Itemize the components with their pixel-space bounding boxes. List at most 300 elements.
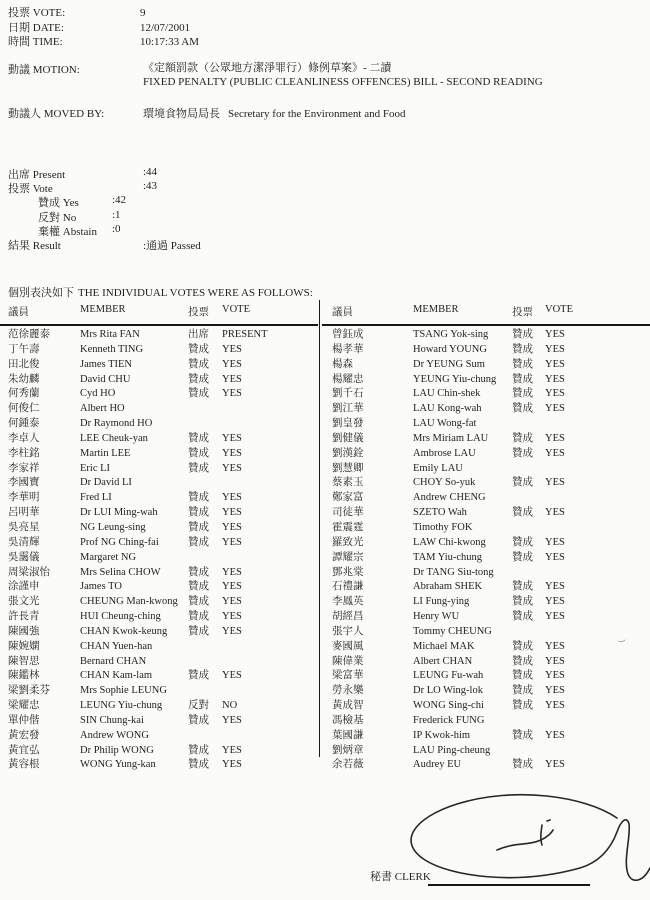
motion-text — [143, 62, 543, 89]
member-name-en: Dr LUI Ming-wah — [80, 507, 158, 519]
member-name-en: Bernard CHAN — [80, 655, 147, 667]
vote-zh: 贊成 — [188, 388, 209, 400]
present-label: 出席 Present — [8, 169, 66, 181]
table-rows-right — [322, 328, 650, 773]
vote-total-label: 投票 Vote — [8, 183, 53, 196]
member-name-zh: 蔡素玉 — [332, 477, 364, 489]
vote-zh: 贊成 — [188, 447, 209, 459]
member-name-en: Dr David LI — [80, 477, 132, 489]
table-row — [0, 462, 318, 477]
table-row — [322, 417, 650, 432]
vote-zh: 贊成 — [512, 358, 533, 370]
member-name-zh: 劉健儀 — [332, 432, 364, 444]
vote-zh: 贊成 — [512, 447, 533, 459]
vote-table-left — [0, 300, 318, 773]
member-name-en: Emily LAU — [413, 462, 463, 474]
member-name-zh: 田北俊 — [8, 358, 40, 370]
vote-en: YES — [222, 611, 242, 623]
vote-zh: 贊成 — [188, 625, 209, 637]
vote-number-value: 9 — [140, 7, 146, 19]
member-name-en: Margaret NG — [80, 551, 137, 563]
member-name-zh: 呂明華 — [8, 507, 40, 519]
vote-zh: 贊成 — [188, 596, 209, 608]
vote-zh: 贊成 — [512, 640, 533, 652]
vote-en — [222, 684, 318, 699]
vote-zh — [188, 476, 222, 491]
vote-en: YES — [545, 581, 565, 593]
vote-en — [222, 551, 318, 566]
member-name-zh: 陳婉嫻 — [8, 640, 40, 652]
vote-en: YES — [222, 759, 242, 771]
vote-zh: 贊成 — [188, 714, 209, 726]
vote-zh — [188, 402, 222, 417]
vote-zh: 贊成 — [512, 432, 533, 444]
vote-zh: 贊成 — [188, 492, 209, 504]
member-name-en: CHAN Yuen-han — [80, 640, 153, 652]
table-row — [322, 551, 650, 566]
time-value: 10:17:33 AM — [140, 36, 199, 48]
member-name-en: LEUNG Fu-wah — [413, 670, 484, 682]
time-label: 時間 TIME: — [8, 36, 63, 48]
table-row — [322, 358, 650, 373]
vote-en: YES — [222, 343, 242, 355]
member-name-zh: 李華明 — [8, 492, 40, 504]
individual-votes-heading-en: THE INDIVIDUAL VOTES WERE AS FOLLOWS: — [78, 287, 313, 299]
member-name-zh: 鄧兆棠 — [332, 566, 364, 578]
member-name-zh: 許長青 — [8, 611, 40, 623]
table-row — [0, 566, 318, 581]
member-name-zh: 吳亮星 — [8, 521, 40, 533]
member-name-en: LAU Wong-fat — [413, 418, 477, 430]
member-name-en: James TO — [80, 581, 122, 593]
vote-en: YES — [545, 507, 565, 519]
vote-number-row — [8, 6, 199, 21]
vote-en: YES — [222, 521, 242, 533]
vote-en — [222, 729, 318, 744]
member-name-zh: 梁耀忠 — [8, 700, 40, 712]
table-row — [322, 729, 650, 744]
member-name-zh: 勞永樂 — [332, 685, 364, 697]
table-row — [322, 402, 650, 417]
vote-zh: 贊成 — [188, 358, 209, 370]
vote-en: YES — [222, 447, 242, 459]
table-row — [322, 462, 650, 477]
member-name-zh: 丁午壽 — [8, 343, 40, 355]
table-row — [322, 328, 650, 343]
member-name-zh: 吳清輝 — [8, 536, 40, 548]
clerk-signature — [395, 790, 650, 890]
member-name-zh: 司徒華 — [332, 507, 364, 519]
vote-zh: 贊成 — [188, 521, 209, 533]
vote-zh: 贊成 — [512, 611, 533, 623]
table-header-right — [322, 300, 650, 326]
table-row — [0, 640, 318, 655]
vote-en — [545, 714, 650, 729]
table-row — [322, 491, 650, 506]
member-name-zh: 葉國謙 — [332, 729, 364, 741]
result-row — [8, 237, 308, 251]
motion-label: 動議 MOTION: — [8, 64, 80, 76]
motion-title-zh: 《定額罰款（公眾地方潔淨罪行）條例草案》- 二讀 — [143, 62, 392, 74]
header-member-zh: 議員 — [8, 307, 29, 318]
member-name-zh: 石禮謙 — [332, 581, 364, 593]
member-name-zh: 劉皇發 — [332, 418, 364, 430]
vote-zh: 贊成 — [188, 462, 209, 474]
header-vote-en: VOTE — [222, 304, 250, 315]
member-name-en: IP Kwok-him — [413, 729, 471, 741]
result-value: :通過 Passed — [143, 239, 201, 252]
vote-zh: 贊成 — [188, 759, 209, 771]
member-name-en: Eric LI — [80, 462, 111, 474]
table-row — [0, 684, 318, 699]
member-name-zh: 范徐麗泰 — [8, 329, 50, 340]
member-name-en: Frederick FUNG — [413, 714, 485, 726]
table-row — [322, 506, 650, 521]
member-name-zh: 李柱銘 — [8, 447, 40, 459]
vote-total-value: :43 — [143, 180, 158, 193]
vote-zh: 贊成 — [188, 744, 209, 756]
member-name-en: Cyd HO — [80, 388, 116, 400]
yes-value: :42 — [112, 194, 127, 207]
member-name-en: LEUNG Yiu-chung — [80, 700, 163, 712]
member-name-en: WONG Sing-chi — [413, 700, 484, 712]
vote-zh: 贊成 — [512, 477, 533, 489]
moved-by-value-zh: 環境食物局局長 — [143, 108, 220, 120]
member-name-en: Howard YOUNG — [413, 343, 487, 355]
table-column-divider — [319, 300, 320, 757]
vote-en: YES — [545, 477, 565, 489]
table-row — [0, 625, 318, 640]
table-row — [0, 699, 318, 714]
member-name-en: YEUNG Yiu-chung — [413, 373, 497, 385]
vote-en — [222, 402, 318, 417]
vote-en: YES — [222, 744, 242, 756]
member-name-en: Mrs Selina CHOW — [80, 566, 161, 578]
table-row — [0, 551, 318, 566]
vote-zh — [188, 729, 222, 744]
vote-en: YES — [545, 729, 565, 741]
moved-by-label: 動議人 MOVED BY: — [8, 108, 105, 120]
member-name-en: WONG Yung-kan — [80, 759, 156, 771]
member-name-en: CHOY So-yuk — [413, 477, 476, 489]
vote-zh: 贊成 — [512, 551, 533, 563]
table-row — [322, 373, 650, 388]
vote-zh — [512, 714, 545, 729]
member-name-zh: 黃容根 — [8, 759, 40, 771]
member-name-en: Martin LEE — [80, 447, 131, 459]
vote-zh: 贊成 — [188, 611, 209, 623]
abstain-value: :0 — [112, 222, 121, 235]
no-label: 反對 No — [38, 211, 77, 224]
header-member-en: MEMBER — [413, 304, 459, 315]
member-name-zh: 李國寶 — [8, 477, 40, 489]
table-row — [0, 432, 318, 447]
vote-en: YES — [222, 625, 242, 637]
present-value: :44 — [143, 166, 158, 178]
vote-zh: 出席 — [188, 329, 209, 340]
member-name-en: CHAN Kwok-keung — [80, 625, 168, 637]
vote-summary-block — [8, 166, 308, 251]
vote-zh — [188, 655, 222, 670]
member-name-en: CHAN Kam-lam — [80, 670, 153, 682]
table-row — [0, 580, 318, 595]
member-name-zh: 譚耀宗 — [332, 551, 364, 563]
date-row — [8, 21, 199, 36]
table-row — [0, 595, 318, 610]
vote-en: YES — [545, 670, 565, 682]
vote-en: YES — [222, 536, 242, 548]
member-name-en: LI Fung-ying — [413, 596, 470, 608]
no-value: :1 — [112, 208, 121, 221]
vote-zh — [512, 417, 545, 432]
member-name-zh: 陳鑑林 — [8, 670, 40, 682]
header-vote-en: VOTE — [545, 304, 573, 315]
vote-en: YES — [545, 700, 565, 712]
vote-zh: 贊成 — [188, 373, 209, 385]
vote-en: YES — [545, 685, 565, 697]
vote-en — [222, 417, 318, 432]
table-row — [322, 595, 650, 610]
member-name-en: TAM Yiu-chung — [413, 551, 483, 563]
vote-zh: 贊成 — [512, 729, 533, 741]
vote-en: YES — [545, 759, 565, 771]
vote-zh — [188, 684, 222, 699]
vote-zh: 贊成 — [512, 759, 533, 771]
member-name-zh: 鄭家富 — [332, 492, 364, 504]
table-row — [322, 432, 650, 447]
vote-zh: 贊成 — [512, 507, 533, 519]
member-name-zh: 梁富華 — [332, 670, 364, 682]
member-name-en: LAU Chin-shek — [413, 388, 481, 400]
vote-en: YES — [545, 329, 565, 340]
individual-votes-heading-zh: 個別表決如下 — [8, 287, 74, 299]
member-name-en: LEE Cheuk-yan — [80, 432, 148, 444]
member-name-zh: 羅致光 — [332, 536, 364, 548]
moved-by-value-en: Secretary for the Environment and Food — [228, 108, 406, 120]
member-name-zh: 單仲偕 — [8, 714, 40, 726]
vote-en — [545, 625, 650, 640]
member-name-zh: 劉慧卿 — [332, 462, 364, 474]
vote-en: YES — [222, 596, 242, 608]
vote-en — [545, 744, 650, 759]
vote-zh: 贊成 — [512, 685, 533, 697]
table-row — [322, 714, 650, 729]
member-name-zh: 劉炳章 — [332, 744, 364, 756]
member-name-zh: 楊孝華 — [332, 343, 364, 355]
vote-en: YES — [545, 596, 565, 608]
table-row — [322, 625, 650, 640]
vote-en: YES — [545, 343, 565, 355]
member-name-zh: 吳靄儀 — [8, 551, 40, 563]
vote-en — [545, 417, 650, 432]
vote-en: YES — [222, 507, 242, 519]
table-row — [322, 536, 650, 551]
member-name-en: Andrew CHENG — [413, 492, 486, 504]
vote-en: YES — [545, 373, 565, 385]
vote-en: NO — [222, 700, 238, 712]
member-name-zh: 麥國風 — [332, 640, 364, 652]
vote-zh: 贊成 — [188, 566, 209, 578]
vote-zh: 贊成 — [512, 670, 533, 682]
member-name-en: CHEUNG Man-kwong — [80, 596, 178, 608]
vote-zh: 贊成 — [188, 581, 209, 593]
member-name-zh: 張文光 — [8, 596, 40, 608]
time-row — [8, 35, 199, 50]
member-name-zh: 黃宏發 — [8, 729, 40, 741]
member-name-zh: 曾鈺成 — [332, 329, 364, 340]
table-row — [0, 744, 318, 759]
vote-zh: 贊成 — [188, 343, 209, 355]
table-row — [322, 684, 650, 699]
vote-en — [222, 640, 318, 655]
vote-number-label: 投票 VOTE: — [8, 7, 66, 19]
motion-title-en: FIXED PENALTY (PUBLIC CLEANLINESS OFFENCES) BILL - SECOND READING — [143, 75, 543, 88]
vote-zh: 贊成 — [512, 343, 533, 355]
table-row — [0, 358, 318, 373]
table-row — [322, 699, 650, 714]
member-name-zh: 何俊仁 — [8, 403, 40, 415]
member-name-zh: 李家祥 — [8, 462, 40, 474]
vote-zh — [512, 491, 545, 506]
table-row — [322, 447, 650, 462]
table-row — [0, 729, 318, 744]
vote-zh — [512, 625, 545, 640]
member-name-zh: 黃宜弘 — [8, 744, 40, 756]
vote-en: YES — [545, 358, 565, 370]
abstain-row — [8, 223, 308, 237]
table-row — [322, 655, 650, 670]
vote-zh — [188, 551, 222, 566]
vote-en: YES — [222, 714, 242, 726]
vote-zh: 贊成 — [188, 536, 209, 548]
vote-zh: 贊成 — [512, 700, 533, 712]
no-row — [8, 209, 308, 223]
vote-zh — [512, 521, 545, 536]
member-name-zh: 余若薇 — [332, 759, 364, 771]
clerk-label: 秘書 CLERK — [370, 871, 431, 883]
member-name-en: Fred LI — [80, 492, 112, 504]
vote-en: YES — [545, 536, 565, 548]
vote-en — [545, 462, 650, 477]
member-name-en: Dr LO Wing-lok — [413, 685, 483, 697]
member-name-zh: 涂謹申 — [8, 581, 40, 593]
member-name-en: Audrey EU — [413, 759, 462, 771]
member-name-zh: 何鍾泰 — [8, 418, 40, 430]
member-name-zh: 周梁淑怡 — [8, 566, 50, 578]
header-member-zh: 議員 — [332, 307, 353, 318]
member-name-zh: 劉江華 — [332, 403, 364, 415]
date-value: 12/07/2001 — [140, 21, 191, 34]
member-name-zh: 楊森 — [332, 358, 353, 370]
table-row — [322, 476, 650, 491]
member-name-en: NG Leung-sing — [80, 521, 146, 533]
table-row — [322, 521, 650, 536]
table-row — [0, 417, 318, 432]
member-name-zh: 胡經昌 — [332, 611, 364, 623]
header-vote-zh: 投票 — [188, 307, 209, 318]
vote-en: YES — [222, 566, 242, 578]
member-name-en: Henry WU — [413, 611, 460, 623]
member-name-en: Mrs Sophie LEUNG — [80, 685, 167, 697]
member-name-zh: 陳國強 — [8, 625, 40, 637]
member-name-en: SIN Chung-kai — [80, 714, 144, 726]
table-row — [0, 343, 318, 358]
vote-zh: 贊成 — [188, 507, 209, 519]
table-row — [0, 402, 318, 417]
member-name-zh: 張宇人 — [332, 625, 364, 637]
vote-en: YES — [545, 388, 565, 400]
vote-en: YES — [545, 551, 565, 563]
table-row — [322, 566, 650, 581]
vote-meta-block — [8, 6, 199, 50]
member-name-en: SZETO Wah — [413, 507, 467, 519]
vote-total-row — [8, 180, 308, 194]
header-vote-zh: 投票 — [512, 307, 533, 318]
member-name-zh: 何秀蘭 — [8, 388, 40, 400]
member-name-zh: 李鳳英 — [332, 596, 364, 608]
member-name-en: Tommy CHEUNG — [413, 625, 492, 637]
vote-zh: 贊成 — [512, 536, 533, 548]
member-name-en: HUI Cheung-ching — [80, 611, 161, 623]
table-row — [322, 343, 650, 358]
member-name-en: Dr TANG Siu-tong — [413, 566, 494, 578]
result-label: 結果 Result — [8, 239, 61, 252]
vote-en: YES — [222, 581, 242, 593]
member-name-zh: 楊耀忠 — [332, 373, 364, 385]
vote-en: YES — [222, 492, 242, 504]
member-name-en: Andrew WONG — [80, 729, 149, 741]
member-name-zh: 劉千石 — [332, 388, 364, 400]
vote-zh: 贊成 — [188, 670, 209, 682]
table-row — [0, 506, 318, 521]
vote-en — [222, 476, 318, 491]
member-name-en: LAW Chi-kwong — [413, 536, 486, 548]
member-name-en: Albert CHAN — [413, 655, 473, 667]
vote-en: YES — [545, 655, 565, 667]
vote-zh — [188, 640, 222, 655]
member-name-zh: 馮檢基 — [332, 714, 364, 726]
member-name-en: Mrs Miriam LAU — [413, 432, 489, 444]
vote-en: YES — [222, 670, 242, 682]
table-row — [322, 669, 650, 684]
vote-zh — [188, 417, 222, 432]
member-name-zh: 李卓人 — [8, 432, 40, 444]
vote-zh: 贊成 — [188, 432, 209, 444]
table-row — [322, 744, 650, 759]
table-rows-left — [0, 328, 318, 773]
vote-en: YES — [545, 640, 565, 652]
table-header-left — [0, 300, 318, 326]
vote-table-right — [322, 300, 650, 773]
member-name-en: Michael MAK — [413, 640, 475, 652]
vote-zh: 贊成 — [512, 329, 533, 340]
vote-zh: 贊成 — [512, 403, 533, 415]
member-name-zh: 霍震霆 — [332, 521, 364, 533]
member-name-zh: 朱幼麟 — [8, 373, 40, 385]
table-row — [322, 387, 650, 402]
member-name-zh: 梁劉柔芬 — [8, 685, 50, 697]
vote-en: YES — [222, 388, 242, 400]
member-name-en: LAU Ping-cheung — [413, 744, 491, 756]
member-name-en: Dr Raymond HO — [80, 418, 153, 430]
member-name-en: Abraham SHEK — [413, 581, 483, 593]
yes-row — [8, 194, 308, 208]
member-name-zh: 劉漢銓 — [332, 447, 364, 459]
member-name-zh: 黃成智 — [332, 700, 364, 712]
table-row — [0, 536, 318, 551]
member-name-en: Prof NG Ching-fai — [80, 536, 159, 548]
vote-en: YES — [222, 373, 242, 385]
